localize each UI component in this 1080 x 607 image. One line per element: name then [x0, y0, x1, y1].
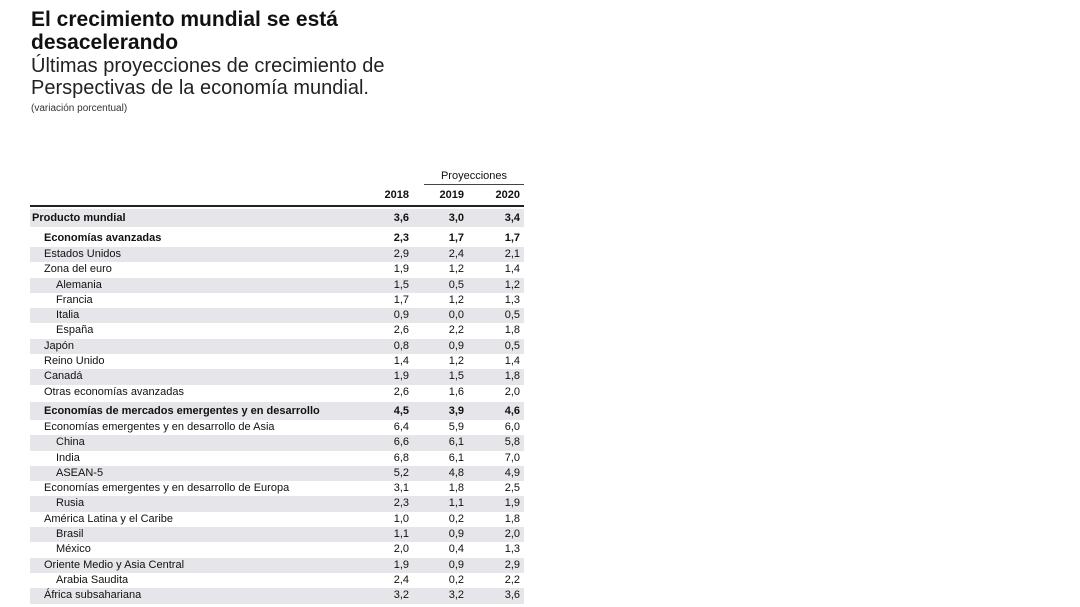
- table-row: [30, 293, 524, 308]
- row-label: Economías emergentes y en desarrollo de Europa: [44, 482, 290, 495]
- table-row: [30, 435, 524, 450]
- row-label: Arabia Saudita: [56, 573, 129, 586]
- row-value-2018: 3,2: [393, 589, 409, 602]
- row-value-2019: 1,7: [448, 232, 464, 244]
- row-label: ASEAN-5: [56, 466, 104, 479]
- table-row: [30, 262, 524, 277]
- row-value-2019: 1,8: [448, 482, 464, 495]
- row-value-2019: 2,2: [448, 324, 464, 337]
- row-label: España: [56, 324, 94, 337]
- table-row: [30, 466, 524, 481]
- row-label: Japón: [44, 339, 74, 352]
- table-row: [30, 527, 524, 542]
- row-value-2020: 1,2: [504, 278, 520, 291]
- row-value-2020: 4,9: [504, 466, 520, 479]
- row-value-2020: 2,5: [504, 482, 520, 495]
- row-value-2020: 1,4: [504, 263, 520, 276]
- row-value-2019: 3,2: [448, 589, 464, 602]
- row-value-2018: 2,6: [393, 385, 409, 398]
- row-label: Canadá: [44, 370, 83, 383]
- row-value-2018: 6,4: [393, 420, 409, 433]
- row-value-2020: 6,0: [504, 420, 520, 433]
- row-value-2018: 3,6: [393, 212, 409, 224]
- row-value-2019: 5,9: [448, 420, 464, 433]
- row-label: Francia: [56, 293, 93, 306]
- row-value-2018: 2,0: [393, 543, 409, 556]
- row-label: América Latina y el Caribe: [44, 512, 174, 525]
- row-value-2019: 0,2: [448, 573, 464, 586]
- row-value-2020: 7,0: [504, 451, 520, 464]
- row-label: Otras economías avanzadas: [44, 385, 185, 398]
- row-value-2018: 2,3: [393, 232, 409, 244]
- year-header: 2020: [495, 189, 520, 201]
- row-value-2020: 5,8: [504, 436, 520, 449]
- row-value-2019: 1,5: [448, 370, 464, 383]
- row-value-2020: 2,2: [504, 573, 520, 586]
- row-label: Producto mundial: [32, 212, 126, 224]
- row-value-2018: 3,1: [393, 482, 409, 495]
- table-row: [30, 385, 524, 400]
- row-value-2020: 2,9: [504, 558, 520, 571]
- row-label: Brasil: [56, 528, 84, 541]
- row-value-2020: 2,1: [504, 248, 520, 260]
- table-row: [30, 558, 524, 573]
- row-value-2019: 1,1: [448, 497, 464, 510]
- row-value-2018: 0,8: [393, 339, 409, 352]
- row-value-2020: 2,0: [504, 528, 520, 541]
- row-label: Reino Unido: [44, 355, 105, 368]
- row-label: Alemania: [56, 278, 102, 291]
- row-value-2018: 1,9: [393, 263, 409, 276]
- row-value-2018: 0,9: [393, 309, 409, 322]
- year-header: 2018: [384, 189, 409, 201]
- table-row: [30, 229, 524, 247]
- row-value-2018: 6,8: [393, 451, 409, 464]
- row-value-2019: 1,2: [448, 355, 464, 368]
- row-value-2019: 0,0: [448, 309, 464, 322]
- table-row: [30, 573, 524, 588]
- row-label: China: [56, 436, 85, 449]
- table-row: [30, 278, 524, 293]
- row-value-2018: 1,5: [393, 278, 409, 291]
- row-value-2018: 2,6: [393, 324, 409, 337]
- row-value-2019: 0,9: [448, 558, 464, 571]
- table-row: [30, 542, 524, 557]
- page-title: El crecimiento mundial se está desacelerando: [31, 8, 338, 54]
- row-value-2019: 2,4: [448, 248, 464, 260]
- row-value-2019: 0,9: [448, 528, 464, 541]
- projections-label: Proyecciones: [424, 168, 524, 185]
- row-value-2019: 6,1: [448, 436, 464, 449]
- table-row: [30, 308, 524, 323]
- row-value-2019: 0,9: [448, 339, 464, 352]
- row-value-2020: 1,8: [504, 512, 520, 525]
- page-subtitle: Últimas proyecciones de crecimiento de Perspectivas de la economía mundial.: [31, 55, 385, 99]
- projections-header-row: [30, 168, 524, 185]
- row-label: Economías de mercados emergentes y en desarrollo: [44, 404, 320, 417]
- row-value-2019: 1,2: [448, 293, 464, 306]
- table-row: [30, 209, 524, 227]
- table-row: [30, 588, 524, 603]
- row-value-2019: 4,8: [448, 466, 464, 479]
- row-value-2018: 1,9: [393, 558, 409, 571]
- row-value-2018: 2,9: [393, 248, 409, 260]
- row-label: México: [56, 543, 91, 556]
- growth-projections-table: [30, 168, 524, 604]
- row-value-2020: 0,5: [504, 339, 520, 352]
- table-row: [30, 481, 524, 496]
- row-value-2020: 1,3: [504, 293, 520, 306]
- row-value-2018: 6,6: [393, 436, 409, 449]
- row-value-2020: 1,7: [504, 232, 520, 244]
- table-row: [30, 512, 524, 527]
- table-row: [30, 402, 524, 420]
- row-value-2020: 1,4: [504, 355, 520, 368]
- row-value-2020: 0,5: [504, 309, 520, 322]
- header: [31, 8, 471, 115]
- row-value-2018: 1,0: [393, 512, 409, 525]
- row-value-2019: 0,4: [448, 543, 464, 556]
- year-header: 2019: [439, 189, 464, 201]
- row-value-2018: 1,7: [393, 293, 409, 306]
- row-label: Economías emergentes y en desarrollo de Asia: [44, 420, 275, 433]
- row-value-2019: 1,2: [448, 263, 464, 276]
- table-row: [30, 247, 524, 262]
- row-value-2019: 3,9: [448, 404, 464, 417]
- row-value-2020: 1,8: [504, 324, 520, 337]
- row-value-2018: 1,9: [393, 370, 409, 383]
- row-value-2020: 1,9: [504, 497, 520, 510]
- row-label: Estados Unidos: [44, 248, 122, 260]
- table-row: [30, 451, 524, 466]
- row-value-2019: 3,0: [448, 212, 464, 224]
- row-value-2018: 1,4: [393, 355, 409, 368]
- row-label: Zona del euro: [44, 263, 112, 276]
- row-value-2020: 1,3: [504, 543, 520, 556]
- row-value-2020: 3,4: [504, 212, 520, 224]
- row-label: Oriente Medio y Asia Central: [44, 558, 185, 571]
- row-value-2020: 4,6: [504, 404, 520, 417]
- row-label: Italia: [56, 309, 80, 322]
- table-row: [30, 339, 524, 354]
- row-value-2019: 0,5: [448, 278, 464, 291]
- table-row: [30, 496, 524, 511]
- row-label: África subsahariana: [44, 589, 142, 602]
- row-label: Rusia: [56, 497, 85, 510]
- years-header-row: [30, 185, 524, 207]
- row-value-2018: 5,2: [393, 466, 409, 479]
- row-value-2020: 3,6: [504, 589, 520, 602]
- table-row: [30, 420, 524, 435]
- row-value-2018: 1,1: [393, 528, 409, 541]
- units-note: (variación porcentual): [31, 103, 128, 114]
- table-body: [30, 207, 524, 604]
- row-label: India: [56, 451, 80, 464]
- row-value-2020: 1,8: [504, 370, 520, 383]
- row-value-2019: 0,2: [448, 512, 464, 525]
- table-row: [30, 369, 524, 384]
- row-label: Economías avanzadas: [44, 232, 162, 244]
- table-row: [30, 354, 524, 369]
- row-value-2018: 4,5: [393, 404, 409, 417]
- table-row: [30, 323, 524, 338]
- row-value-2020: 2,0: [504, 385, 520, 398]
- row-value-2019: 6,1: [448, 451, 464, 464]
- row-value-2018: 2,4: [393, 573, 409, 586]
- row-value-2019: 1,6: [448, 385, 464, 398]
- row-value-2018: 2,3: [393, 497, 409, 510]
